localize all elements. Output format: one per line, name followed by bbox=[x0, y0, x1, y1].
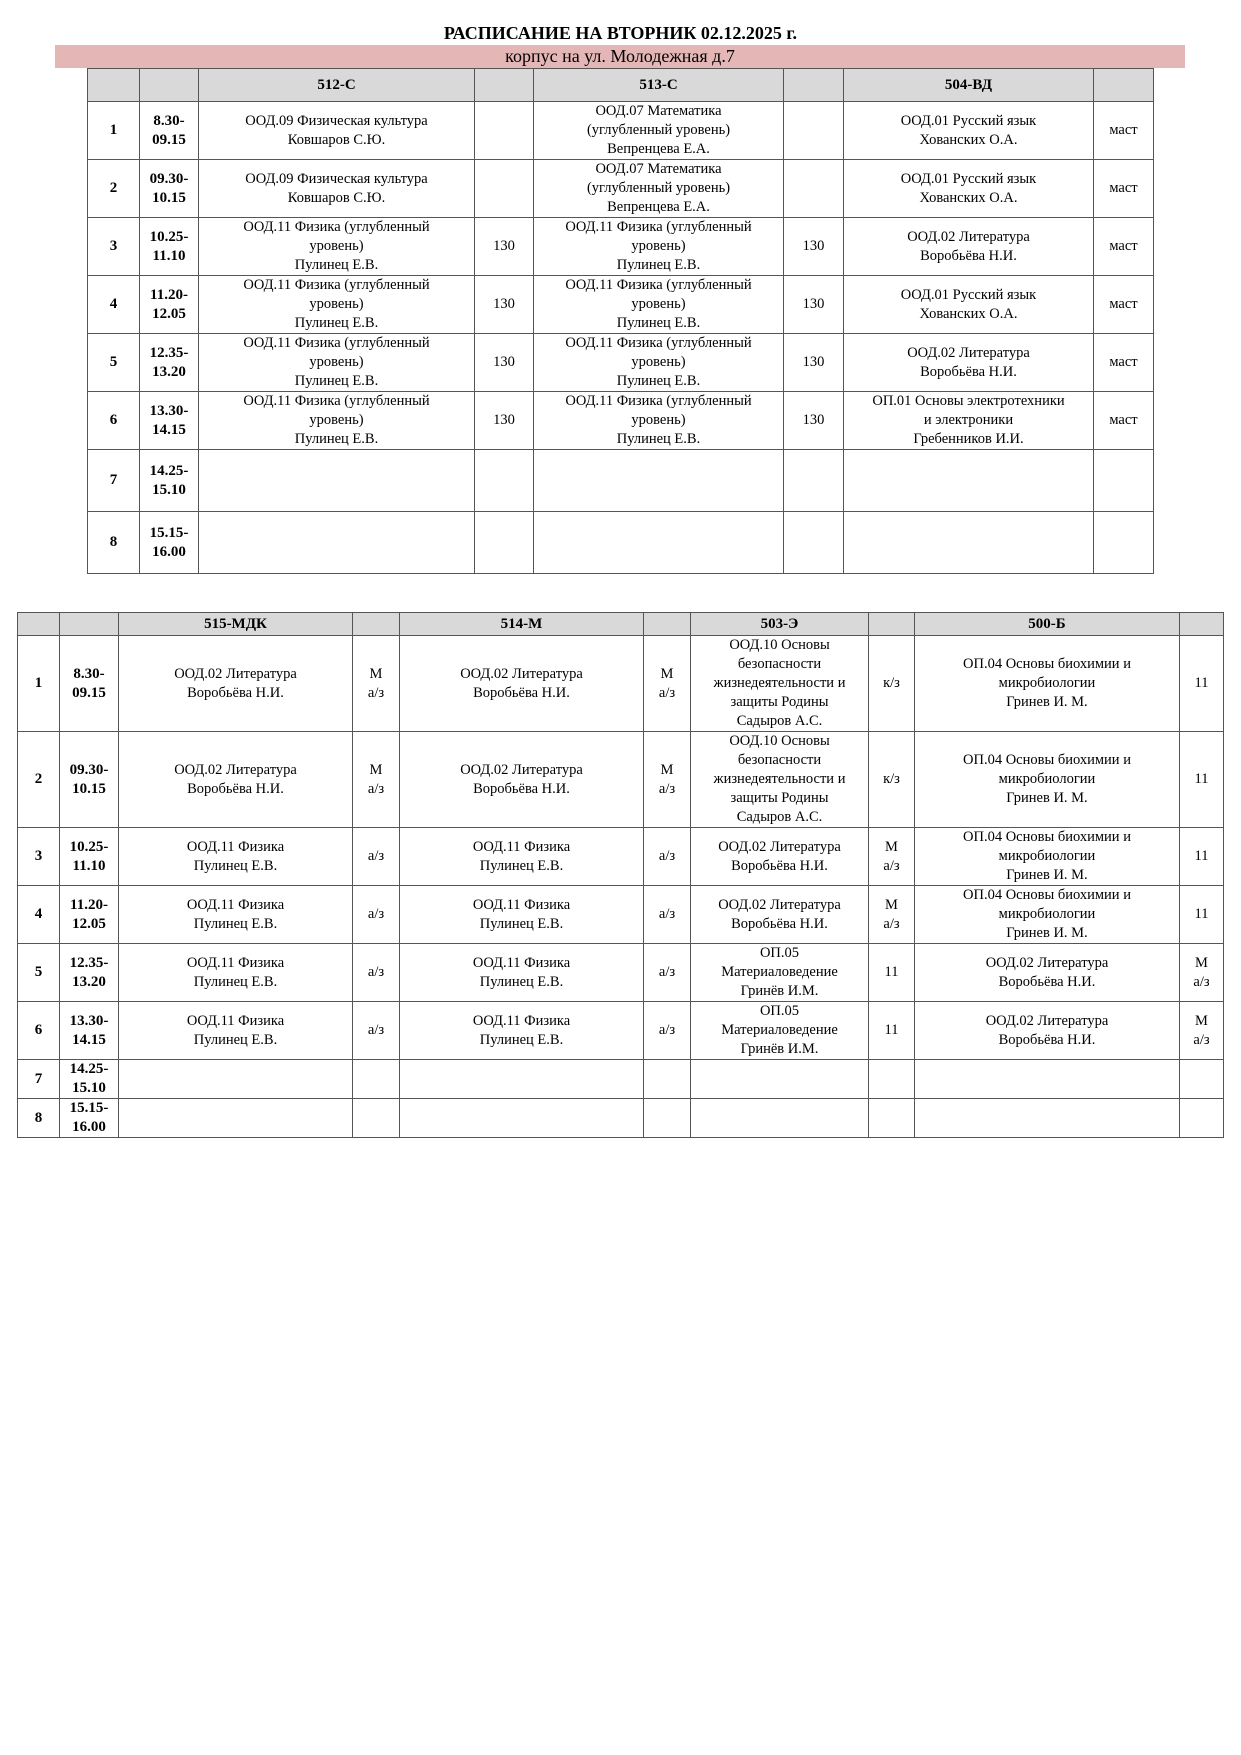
lesson-subject bbox=[844, 450, 1094, 512]
group-header: 515-МДК bbox=[119, 613, 353, 636]
lesson-subject: ООД.02 Литература Воробьёва Н.И. bbox=[400, 636, 644, 732]
lesson-time: 13.30- 14.15 bbox=[140, 392, 199, 450]
lesson-subject: ООД.02 Литература Воробьёва Н.И. bbox=[844, 218, 1094, 276]
room-header-cell bbox=[1094, 69, 1154, 102]
lesson-subject bbox=[119, 1060, 353, 1099]
table-row bbox=[88, 102, 1154, 160]
room-header-cell bbox=[644, 613, 691, 636]
lesson-room: а/з bbox=[644, 828, 691, 886]
lesson-subject: ООД.09 Физическая культура Ковшаров С.Ю. bbox=[199, 102, 475, 160]
lesson-subject bbox=[534, 450, 784, 512]
lesson-room: М а/з bbox=[644, 732, 691, 828]
lesson-room: маст bbox=[1094, 102, 1154, 160]
lesson-room: маст bbox=[1094, 334, 1154, 392]
room-header-cell bbox=[784, 69, 844, 102]
lesson-subject: ООД.02 Литература Воробьёва Н.И. bbox=[844, 334, 1094, 392]
lesson-subject: ОП.04 Основы биохимии и микробиологии Гринев И. М. bbox=[915, 828, 1180, 886]
lesson-room bbox=[475, 512, 534, 574]
lesson-subject: ООД.01 Русский язык Хованских О.А. bbox=[844, 276, 1094, 334]
lesson-room bbox=[1180, 1060, 1224, 1099]
lesson-subject: ООД.11 Физика (углубленный уровень) Пулинец Е.В. bbox=[534, 334, 784, 392]
lesson-time: 12.35- 13.20 bbox=[60, 944, 119, 1002]
lesson-subject: ООД.11 Физика (углубленный уровень) Пулинец Е.В. bbox=[199, 334, 475, 392]
table-row bbox=[18, 1099, 1224, 1138]
lesson-room: М а/з bbox=[1180, 944, 1224, 1002]
lesson-room: М а/з bbox=[644, 636, 691, 732]
lesson-subject bbox=[199, 512, 475, 574]
lesson-room: маст bbox=[1094, 218, 1154, 276]
lesson-room: 11 bbox=[869, 944, 915, 1002]
lesson-number: 2 bbox=[18, 732, 60, 828]
lesson-number: 5 bbox=[88, 334, 140, 392]
lesson-subject bbox=[400, 1060, 644, 1099]
lesson-time: 12.35- 13.20 bbox=[140, 334, 199, 392]
lesson-subject: ООД.11 Физика Пулинец Е.В. bbox=[400, 1002, 644, 1060]
group-header: 503-Э bbox=[691, 613, 869, 636]
lesson-subject: ООД.11 Физика Пулинец Е.В. bbox=[400, 944, 644, 1002]
lesson-room bbox=[475, 160, 534, 218]
lesson-time: 14.25- 15.10 bbox=[60, 1060, 119, 1099]
lesson-room: а/з bbox=[353, 828, 400, 886]
lesson-room bbox=[1094, 450, 1154, 512]
lesson-subject: ОП.04 Основы биохимии и микробиологии Гринев И. М. bbox=[915, 886, 1180, 944]
lesson-room: а/з bbox=[644, 886, 691, 944]
header-time-cell bbox=[140, 69, 199, 102]
lesson-room: 130 bbox=[784, 218, 844, 276]
schedule-table-2 bbox=[17, 612, 1224, 1138]
table-row bbox=[88, 450, 1154, 512]
lesson-subject: ОП.05 Материаловедение Гринёв И.М. bbox=[691, 944, 869, 1002]
lesson-room bbox=[353, 1099, 400, 1138]
lesson-room: 130 bbox=[475, 392, 534, 450]
lesson-room: а/з bbox=[644, 944, 691, 1002]
table-row bbox=[18, 636, 1224, 732]
lesson-room: маст bbox=[1094, 276, 1154, 334]
group-header: 514-М bbox=[400, 613, 644, 636]
lesson-room: маст bbox=[1094, 392, 1154, 450]
lesson-subject bbox=[915, 1060, 1180, 1099]
lesson-room: к/з bbox=[869, 732, 915, 828]
lesson-subject: ООД.07 Математика (углубленный уровень) Вепренцева Е.А. bbox=[534, 102, 784, 160]
room-header-cell bbox=[475, 69, 534, 102]
lesson-room: к/з bbox=[869, 636, 915, 732]
lesson-room bbox=[644, 1060, 691, 1099]
table-row bbox=[88, 160, 1154, 218]
lesson-room: маст bbox=[1094, 160, 1154, 218]
lesson-subject bbox=[691, 1060, 869, 1099]
lesson-number: 4 bbox=[88, 276, 140, 334]
lesson-subject: ООД.02 Литература Воробьёва Н.И. bbox=[400, 732, 644, 828]
lesson-subject: ООД.11 Физика Пулинец Е.В. bbox=[119, 1002, 353, 1060]
lesson-time: 09.30- 10.15 bbox=[60, 732, 119, 828]
lesson-subject: ООД.02 Литература Воробьёва Н.И. bbox=[119, 636, 353, 732]
table-row bbox=[18, 886, 1224, 944]
header-time-cell bbox=[60, 613, 119, 636]
lesson-subject bbox=[915, 1099, 1180, 1138]
lesson-room bbox=[784, 512, 844, 574]
header-num-cell bbox=[88, 69, 140, 102]
lesson-room bbox=[784, 160, 844, 218]
lesson-number: 3 bbox=[88, 218, 140, 276]
lesson-subject: ОП.05 Материаловедение Гринёв И.М. bbox=[691, 1002, 869, 1060]
lesson-subject bbox=[844, 512, 1094, 574]
lesson-subject: ООД.10 Основы безопасности жизнедеятельности и защиты Родины Садыров А.С. bbox=[691, 732, 869, 828]
lesson-room bbox=[353, 1060, 400, 1099]
lesson-subject: ОП.01 Основы электротехники и электроники Гребенников И.И. bbox=[844, 392, 1094, 450]
lesson-room: 130 bbox=[784, 276, 844, 334]
lesson-room bbox=[475, 102, 534, 160]
lesson-room bbox=[784, 102, 844, 160]
lesson-room: М а/з bbox=[1180, 1002, 1224, 1060]
lesson-room bbox=[1094, 512, 1154, 574]
lesson-room: а/з bbox=[353, 944, 400, 1002]
lesson-room: М а/з bbox=[869, 828, 915, 886]
lesson-room: М а/з bbox=[869, 886, 915, 944]
group-header: 500-Б bbox=[915, 613, 1180, 636]
lesson-time: 15.15- 16.00 bbox=[140, 512, 199, 574]
table-row bbox=[18, 828, 1224, 886]
lesson-room: М а/з bbox=[353, 636, 400, 732]
lesson-subject: ООД.11 Физика (углубленный уровень) Пулинец Е.В. bbox=[199, 218, 475, 276]
lesson-number: 1 bbox=[18, 636, 60, 732]
table-row bbox=[18, 1060, 1224, 1099]
lesson-subject bbox=[691, 1099, 869, 1138]
lesson-time: 10.25- 11.10 bbox=[140, 218, 199, 276]
lesson-room: 130 bbox=[475, 218, 534, 276]
lesson-subject: ООД.11 Физика (углубленный уровень) Пулинец Е.В. bbox=[534, 392, 784, 450]
lesson-subject: ОП.04 Основы биохимии и микробиологии Гринев И. М. bbox=[915, 732, 1180, 828]
lesson-subject bbox=[199, 450, 475, 512]
lesson-subject bbox=[534, 512, 784, 574]
page-title: РАСПИСАНИЕ НА ВТОРНИК 02.12.2025 г. bbox=[443, 23, 798, 43]
lesson-subject bbox=[119, 1099, 353, 1138]
lesson-subject: ОП.04 Основы биохимии и микробиологии Гринев И. М. bbox=[915, 636, 1180, 732]
lesson-number: 6 bbox=[88, 392, 140, 450]
lesson-time: 11.20- 12.05 bbox=[60, 886, 119, 944]
table-row bbox=[88, 392, 1154, 450]
lesson-room: 130 bbox=[475, 334, 534, 392]
building-banner: корпус на ул. Молодежная д.7 bbox=[55, 45, 1185, 68]
lesson-number: 8 bbox=[18, 1099, 60, 1138]
lesson-subject: ООД.11 Физика Пулинец Е.В. bbox=[119, 828, 353, 886]
lesson-subject bbox=[400, 1099, 644, 1138]
header-num-cell bbox=[18, 613, 60, 636]
lesson-room: 11 bbox=[1180, 828, 1224, 886]
lesson-subject: ООД.02 Литература Воробьёва Н.И. bbox=[691, 828, 869, 886]
lesson-room bbox=[1180, 1099, 1224, 1138]
table-row bbox=[88, 276, 1154, 334]
table-row bbox=[18, 944, 1224, 1002]
group-header: 512-С bbox=[199, 69, 475, 102]
lesson-room bbox=[869, 1099, 915, 1138]
lesson-subject: ООД.11 Физика (углубленный уровень) Пулинец Е.В. bbox=[199, 392, 475, 450]
lesson-subject: ООД.11 Физика Пулинец Е.В. bbox=[119, 886, 353, 944]
lesson-room bbox=[475, 450, 534, 512]
group-header: 504-ВД bbox=[844, 69, 1094, 102]
lesson-time: 14.25- 15.10 bbox=[140, 450, 199, 512]
lesson-time: 8.30- 09.15 bbox=[60, 636, 119, 732]
lesson-number: 8 bbox=[88, 512, 140, 574]
room-header-cell bbox=[869, 613, 915, 636]
lesson-subject: ООД.11 Физика (углубленный уровень) Пулинец Е.В. bbox=[534, 276, 784, 334]
lesson-room: а/з bbox=[353, 1002, 400, 1060]
room-header-cell bbox=[1180, 613, 1224, 636]
lesson-subject: ООД.11 Физика Пулинец Е.В. bbox=[400, 886, 644, 944]
lesson-room bbox=[784, 450, 844, 512]
lesson-subject: ООД.10 Основы безопасности жизнедеятельности и защиты Родины Садыров А.С. bbox=[691, 636, 869, 732]
group-header: 513-С bbox=[534, 69, 784, 102]
lesson-subject: ООД.11 Физика Пулинец Е.В. bbox=[400, 828, 644, 886]
lesson-subject: ООД.02 Литература Воробьёва Н.И. bbox=[691, 886, 869, 944]
lesson-time: 09.30- 10.15 bbox=[140, 160, 199, 218]
lesson-room bbox=[869, 1060, 915, 1099]
lesson-room: а/з bbox=[353, 886, 400, 944]
schedule-table-1 bbox=[87, 68, 1154, 574]
table-row bbox=[88, 334, 1154, 392]
lesson-number: 6 bbox=[18, 1002, 60, 1060]
lesson-time: 8.30- 09.15 bbox=[140, 102, 199, 160]
table-row bbox=[88, 512, 1154, 574]
lesson-number: 4 bbox=[18, 886, 60, 944]
table-row bbox=[18, 1002, 1224, 1060]
lesson-subject: ООД.02 Литература Воробьёва Н.И. bbox=[915, 944, 1180, 1002]
lesson-time: 10.25- 11.10 bbox=[60, 828, 119, 886]
lesson-number: 1 bbox=[88, 102, 140, 160]
lesson-room: М а/з bbox=[353, 732, 400, 828]
lesson-subject: ООД.02 Литература Воробьёва Н.И. bbox=[915, 1002, 1180, 1060]
table-row bbox=[18, 732, 1224, 828]
lesson-time: 13.30- 14.15 bbox=[60, 1002, 119, 1060]
table-2-body bbox=[18, 613, 1224, 1138]
room-header-cell bbox=[353, 613, 400, 636]
lesson-room: а/з bbox=[644, 1002, 691, 1060]
lesson-room bbox=[644, 1099, 691, 1138]
lesson-number: 2 bbox=[88, 160, 140, 218]
lesson-room: 11 bbox=[869, 1002, 915, 1060]
lesson-subject: ООД.09 Физическая культура Ковшаров С.Ю. bbox=[199, 160, 475, 218]
lesson-number: 7 bbox=[18, 1060, 60, 1099]
lesson-subject: ООД.01 Русский язык Хованских О.А. bbox=[844, 160, 1094, 218]
lesson-room: 130 bbox=[475, 276, 534, 334]
lesson-number: 5 bbox=[18, 944, 60, 1002]
lesson-subject: ООД.01 Русский язык Хованских О.А. bbox=[844, 102, 1094, 160]
lesson-subject: ООД.11 Физика (углубленный уровень) Пулинец Е.В. bbox=[199, 276, 475, 334]
lesson-time: 15.15- 16.00 bbox=[60, 1099, 119, 1138]
table-row bbox=[88, 218, 1154, 276]
lesson-subject: ООД.11 Физика (углубленный уровень) Пулинец Е.В. bbox=[534, 218, 784, 276]
header-row bbox=[88, 69, 1154, 102]
lesson-number: 7 bbox=[88, 450, 140, 512]
lesson-subject: ООД.11 Физика Пулинец Е.В. bbox=[119, 944, 353, 1002]
lesson-subject: ООД.07 Математика (углубленный уровень) Вепренцева Е.А. bbox=[534, 160, 784, 218]
lesson-number: 3 bbox=[18, 828, 60, 886]
lesson-subject: ООД.02 Литература Воробьёва Н.И. bbox=[119, 732, 353, 828]
header-row bbox=[18, 613, 1224, 636]
lesson-room: 11 bbox=[1180, 636, 1224, 732]
lesson-room: 130 bbox=[784, 334, 844, 392]
lesson-time: 11.20- 12.05 bbox=[140, 276, 199, 334]
lesson-room: 11 bbox=[1180, 732, 1224, 828]
lesson-room: 11 bbox=[1180, 886, 1224, 944]
table-1-body bbox=[88, 69, 1154, 574]
lesson-room: 130 bbox=[784, 392, 844, 450]
